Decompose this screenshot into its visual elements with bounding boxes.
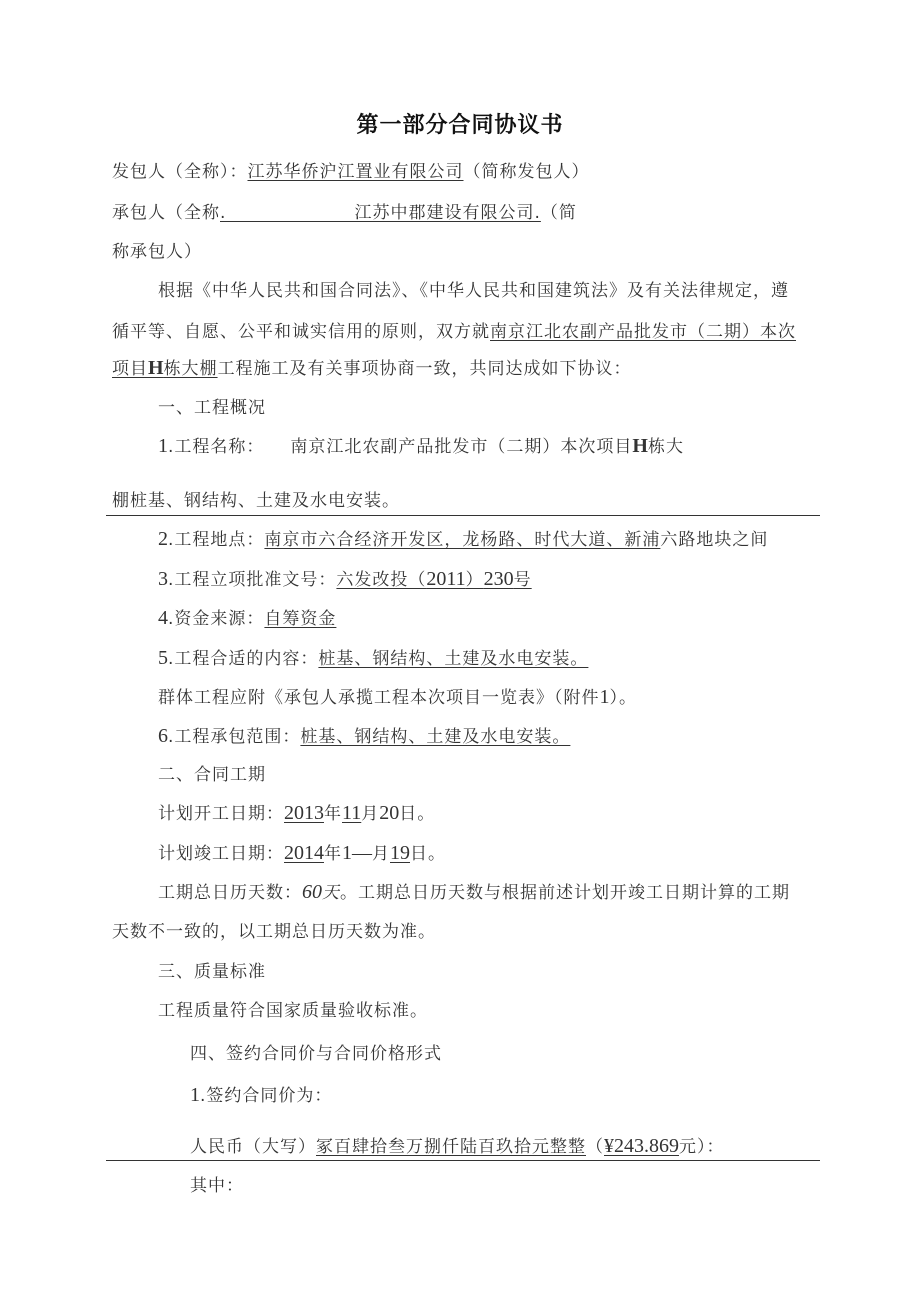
item-number: 4 (158, 607, 168, 629)
year-char: 年 (324, 804, 342, 824)
item-label: .工程地点： (168, 530, 265, 550)
year-char: 年 (324, 844, 342, 864)
building-letter: H (632, 435, 648, 457)
project-name-item (158, 434, 684, 459)
day-char: 日。 (399, 804, 436, 824)
start-year: 2013 (284, 802, 324, 824)
item-number: 2 (158, 528, 168, 550)
project-name-part-2 (112, 359, 218, 379)
rmb-label: 人民币（大写） (190, 1137, 316, 1157)
intro-line-2 (112, 320, 796, 344)
item-label: .工程立项批准文号： (168, 570, 337, 590)
item-label: .工程合适的内容： (168, 649, 319, 669)
employer-label: 发包人（全称）： (112, 162, 248, 182)
approval-num: 230 (483, 568, 514, 590)
total-days-label: 工期总日历天数： (158, 883, 302, 903)
rmb-open-paren: （ (586, 1137, 604, 1157)
note-text-end: ）。 (609, 688, 637, 708)
total-days-unit: 天 (322, 883, 340, 903)
end-year: 2014 (284, 842, 324, 864)
contractor-label: 承包人（全称 (112, 203, 220, 223)
underline-rule (106, 1160, 820, 1161)
start-month: 11 (342, 802, 362, 824)
rmb-amount-number: ¥243.869 (604, 1135, 679, 1157)
total-days-line-2: 天数不一致的，以工期总日历天数为准。 (112, 922, 436, 942)
item-number: 5 (158, 647, 168, 669)
planned-start-date (158, 801, 435, 826)
total-days-line (158, 880, 790, 905)
planned-end-date (158, 841, 446, 866)
intro-text-2: 工程施工及有关事项协商一致，共同达成如下协议： (217, 359, 632, 379)
work-content-item (158, 646, 588, 671)
building-letter: H (148, 357, 164, 379)
project-word-2: 栋大棚 (163, 359, 218, 379)
employer-name: 江苏华侨沪江置业有限公司 (247, 162, 464, 182)
section-1-heading: 一、工程概况 (158, 398, 266, 418)
approval-suffix: 号 (513, 570, 532, 590)
date-label: 计划竣工日期： (158, 844, 284, 864)
total-days-value: 60 (302, 881, 322, 903)
contractor-suffix-line: 称承包人） (112, 242, 202, 262)
section-3-heading: 三、质量标准 (158, 962, 266, 982)
note-text: 群体工程应附《承包人承揽工程本次项目一览表》（附件 (158, 688, 600, 708)
item-value: 桩基、钢结构、土建及水电安装。 (300, 727, 571, 747)
project-location-item (158, 527, 768, 552)
of-which-label: 其中： (190, 1176, 244, 1196)
contractor-name: . 江苏中郡建设有限公司. (220, 203, 541, 223)
approval-prefix: 六发改投（ (336, 570, 427, 590)
contractor-suffix: （简 (540, 203, 577, 223)
date-label: 计划开工日期： (158, 804, 284, 824)
item-number: 3 (158, 568, 168, 590)
end-day: 19 (390, 842, 410, 864)
underline-rule (106, 515, 820, 516)
intro-line-1: 根据《中华人民共和国合同法》、《中华人民共和国建筑法》及有关法律规定，遵 (158, 281, 789, 301)
item-value-rest: 六路地块之间 (660, 530, 769, 550)
item-label: .工程承包范围： (168, 727, 301, 747)
rmb-unit: 元）： (679, 1137, 725, 1157)
day-char: 日。 (410, 844, 446, 864)
page-title: 第一部分合同协议书 (356, 113, 564, 138)
item-number: 6 (158, 725, 168, 747)
group-project-note (158, 685, 637, 710)
total-days-text: 。工期总日历天数与根据前述计划开竣工日期计算的工期 (340, 883, 790, 903)
approval-number-item (158, 567, 532, 592)
item-number: 1 (158, 435, 168, 457)
approval-close: ） (465, 570, 484, 590)
quality-standard-text: 工程质量符合国家质量验收标准。 (158, 1001, 428, 1021)
project-word: 项目 (112, 359, 148, 379)
end-month: 1— (342, 842, 372, 864)
section-2-heading: 二、合同工期 (158, 765, 266, 785)
project-name-part-1: 南京江北农副产品批发市（二期）本次 (490, 322, 796, 342)
contract-price-item (190, 1083, 332, 1108)
item-number: 1 (190, 1084, 200, 1106)
item-label: .资金来源： (168, 609, 265, 629)
item-value (336, 570, 531, 590)
start-day: 20 (379, 802, 400, 824)
month-char: 月 (372, 844, 390, 864)
contract-scope-item (158, 724, 570, 749)
contract-price-line (190, 1134, 725, 1159)
item-label: .工程名称： (168, 437, 265, 457)
funding-source-item (158, 606, 336, 631)
item-value: 南京市六合经济开发区，龙杨路、时代大道、新浦 (264, 530, 661, 550)
intro-line-3 (112, 356, 632, 381)
section-4-heading: 四、签约合同价与合同价格形式 (190, 1044, 442, 1064)
rmb-amount-words: 冢百肆拾叁万捌仟陆百玖拾元整整 (316, 1137, 586, 1157)
employer-suffix: （简称发包人） (463, 162, 590, 182)
intro-text: 循平等、自愿、公平和诚实信用的原则，双方就 (112, 322, 490, 342)
item-value-2: 栋大 (647, 437, 684, 457)
item-value: 南京江北农副产品批发市（二期）本次项目 (290, 437, 633, 457)
project-name-continued: 棚桩基、钢结构、土建及水电安装。 (112, 491, 400, 511)
item-value: 桩基、钢结构、土建及水电安装。 (318, 649, 589, 669)
item-value: 自筹资金 (264, 609, 337, 629)
employer-line (112, 160, 590, 184)
annex-number: 1 (599, 686, 610, 708)
month-char: 月 (361, 804, 380, 824)
item-label: .签约合同价为： (200, 1086, 333, 1106)
contractor-line (112, 201, 577, 225)
approval-year: 2011 (426, 568, 466, 590)
